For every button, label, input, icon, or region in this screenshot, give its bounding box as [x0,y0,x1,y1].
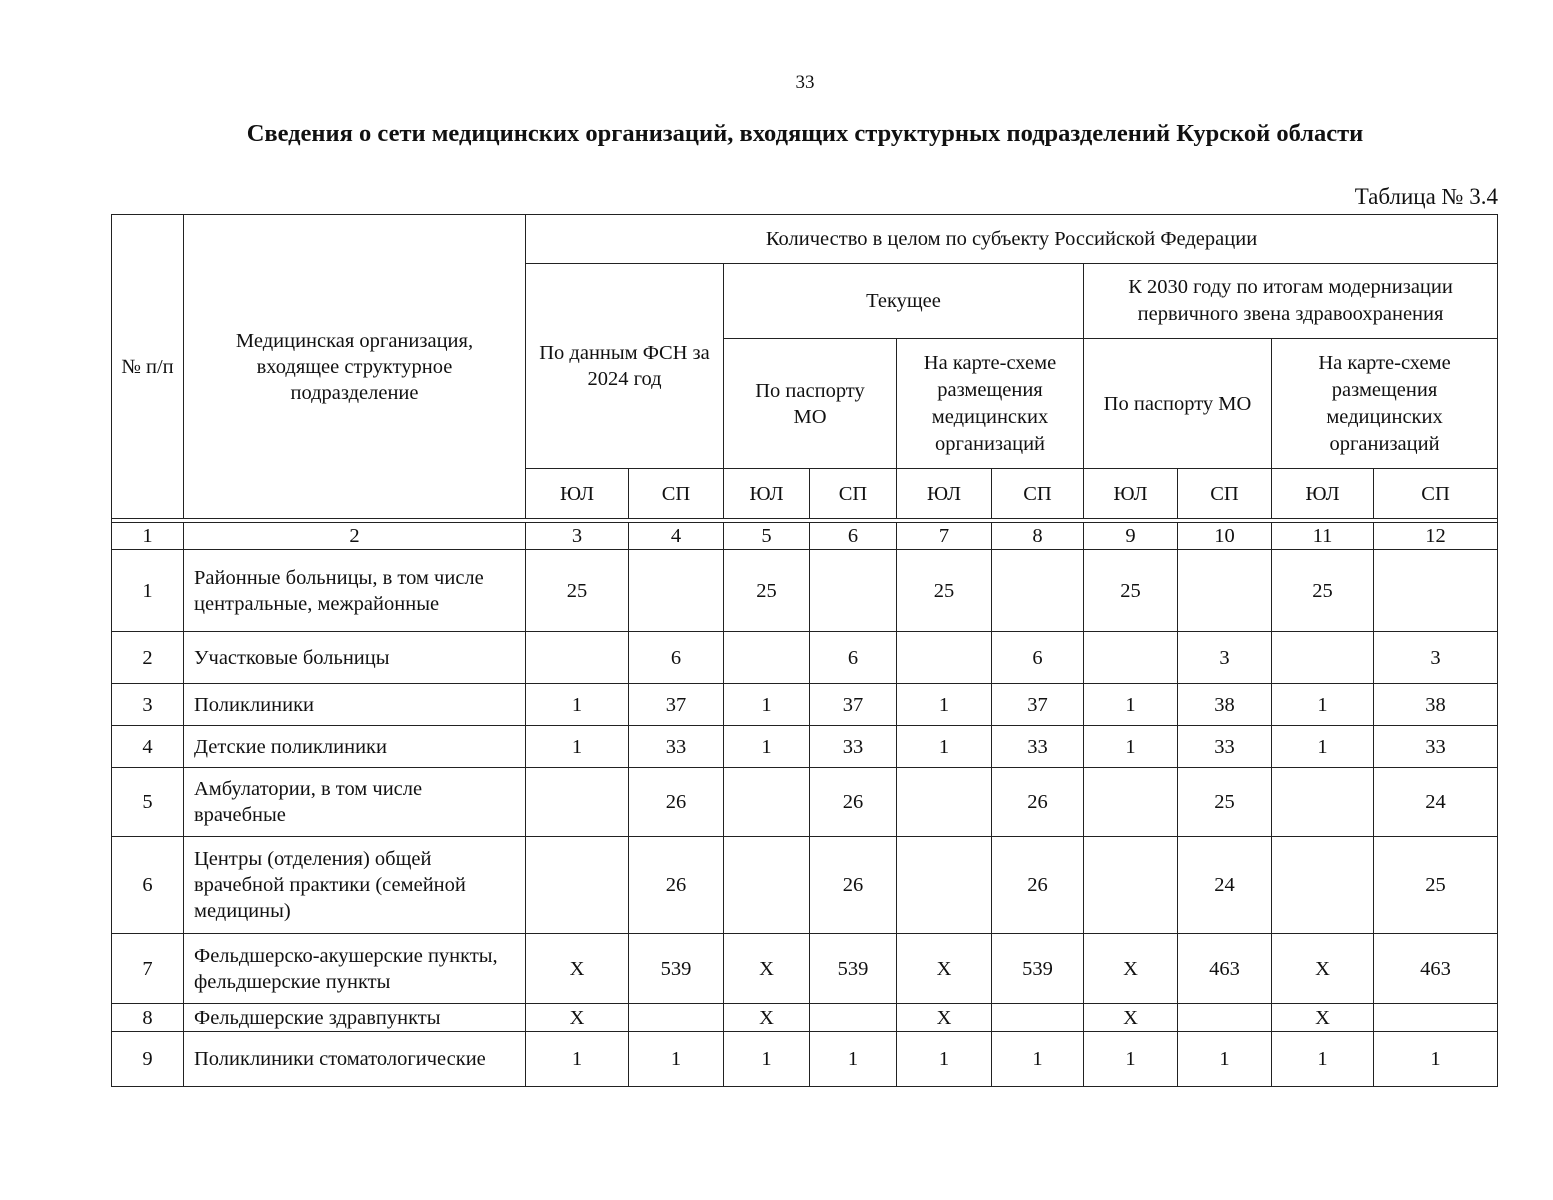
column-number: 2 [184,523,526,550]
row-number: 1 [112,550,184,632]
row-value-cell: 24 [1374,768,1498,837]
table-body [112,550,1498,1087]
header-num [112,215,184,519]
row-organization-name: Фельдшерско-акушерские пункты, фельдшерские пункты [184,934,526,1004]
row-value-cell: 33 [1374,726,1498,768]
medical-organizations-table [111,214,1498,1087]
table-row [112,632,1498,684]
row-organization-name: Районные больницы, в том числе центральные, межрайонные [184,550,526,632]
row-value-cell [526,632,629,684]
table-row [112,1032,1498,1087]
row-number: 7 [112,934,184,1004]
row-value-cell: 25 [1374,837,1498,934]
row-value-cell: 463 [1178,934,1272,1004]
header-fsn-2024: По данным ФСН за 2024 год [526,264,724,469]
row-value-cell: Х [897,1004,992,1032]
row-number: 4 [112,726,184,768]
row-value-cell: 33 [629,726,724,768]
page-number: 33 [795,72,815,93]
column-number: 8 [992,523,1084,550]
header-passport-current: По паспорту МО [724,339,897,469]
row-value-cell [724,768,810,837]
header-yul: ЮЛ [724,469,810,519]
row-number: 2 [112,632,184,684]
header-sp: СП [1178,469,1272,519]
column-number: 1 [112,523,184,550]
row-value-cell: 25 [897,550,992,632]
row-value-cell: 26 [629,768,724,837]
table-row [112,934,1498,1004]
row-value-cell: 33 [992,726,1084,768]
table-label: Таблица № 3.4 [1354,184,1498,209]
row-value-cell: Х [1084,934,1178,1004]
row-value-cell: Х [1084,1004,1178,1032]
column-number: 9 [1084,523,1178,550]
column-numbers-row [112,523,1498,550]
row-organization-name: Фельдшерские здравпункты [184,1004,526,1032]
row-value-cell [629,1004,724,1032]
row-value-cell [1084,632,1178,684]
row-value-cell: 1 [724,1032,810,1087]
row-value-cell: 1 [724,726,810,768]
row-organization-name: Амбулатории, в том числе врачебные [184,768,526,837]
row-number: 9 [112,1032,184,1087]
row-value-cell: 37 [629,684,724,726]
row-value-cell [1272,837,1374,934]
table-row [112,726,1498,768]
row-value-cell: 25 [526,550,629,632]
header-organization-text: Медицинская организация, входящее структурное подразделение [235,329,474,404]
table-row [112,550,1498,632]
row-value-cell: Х [526,934,629,1004]
row-value-cell [724,632,810,684]
row-value-cell: Х [724,1004,810,1032]
header-total: Количество в целом по субъекту Российской Федерации [526,215,1498,264]
table-row [112,837,1498,934]
row-value-cell [897,768,992,837]
row-value-cell: 33 [810,726,897,768]
row-value-cell: 1 [1084,1032,1178,1087]
header-num-text: № п/п [121,355,174,378]
table-row [112,768,1498,837]
row-value-cell: 1 [897,684,992,726]
row-value-cell [992,550,1084,632]
header-yul: ЮЛ [1272,469,1374,519]
row-value-cell: Х [897,934,992,1004]
row-value-cell: 3 [1178,632,1272,684]
row-number: 8 [112,1004,184,1032]
header-current: Текущее [724,264,1084,339]
row-value-cell [1178,550,1272,632]
row-value-cell [1272,632,1374,684]
header-organization [184,215,526,519]
row-value-cell: 1 [1178,1032,1272,1087]
row-value-cell: 26 [810,768,897,837]
row-value-cell: 25 [1178,768,1272,837]
row-value-cell [1178,1004,1272,1032]
row-value-cell: 1 [810,1032,897,1087]
column-number: 12 [1374,523,1498,550]
row-value-cell: 1 [526,726,629,768]
table-row [112,1004,1498,1032]
header-sp: СП [810,469,897,519]
row-value-cell: 1 [1084,726,1178,768]
row-value-cell: 1 [1272,684,1374,726]
document-title: Сведения о сети медицинских организаций, входящих структурных подразделений Курской области [246,120,1364,147]
header-yul: ЮЛ [1084,469,1178,519]
row-organization-name: Поликлиники [184,684,526,726]
row-value-cell: 1 [897,1032,992,1087]
row-value-cell [1084,768,1178,837]
row-value-cell [1374,1004,1498,1032]
header-passport-2030: По паспорту МО [1084,339,1272,469]
row-value-cell: 25 [1084,550,1178,632]
row-value-cell: 1 [724,684,810,726]
row-value-cell [526,768,629,837]
row-value-cell [897,632,992,684]
row-value-cell [897,837,992,934]
row-value-cell: 37 [810,684,897,726]
row-value-cell: Х [1272,1004,1374,1032]
row-value-cell [724,837,810,934]
row-value-cell: Х [724,934,810,1004]
row-value-cell [810,550,897,632]
row-value-cell: 539 [992,934,1084,1004]
row-value-cell [1084,837,1178,934]
row-value-cell: Х [1272,934,1374,1004]
column-number: 11 [1272,523,1374,550]
column-number: 6 [810,523,897,550]
column-number: 7 [897,523,992,550]
row-value-cell: 33 [1178,726,1272,768]
header-2030: К 2030 году по итогам модернизации первичного звена здравоохранения [1084,264,1498,339]
row-value-cell: 37 [992,684,1084,726]
row-value-cell: 6 [629,632,724,684]
row-value-cell: 3 [1374,632,1498,684]
row-value-cell: 26 [992,837,1084,934]
row-value-cell: 26 [810,837,897,934]
row-number: 6 [112,837,184,934]
row-number: 3 [112,684,184,726]
row-value-cell: 6 [992,632,1084,684]
row-value-cell [1272,768,1374,837]
column-number: 10 [1178,523,1272,550]
column-number: 3 [526,523,629,550]
row-value-cell: 26 [992,768,1084,837]
header-yul: ЮЛ [897,469,992,519]
row-value-cell: 38 [1178,684,1272,726]
row-value-cell: 1 [992,1032,1084,1087]
header-yul: ЮЛ [526,469,629,519]
row-organization-name: Центры (отделения) общей врачебной практики (семейной медицины) [184,837,526,934]
row-value-cell: 1 [1272,726,1374,768]
row-value-cell: 539 [810,934,897,1004]
row-value-cell: 1 [629,1032,724,1087]
row-organization-name: Детские поликлиники [184,726,526,768]
table-row [112,684,1498,726]
row-value-cell: 38 [1374,684,1498,726]
header-map-current: На карте-схеме размещения медицинских организаций [897,339,1084,469]
header-sp: СП [1374,469,1498,519]
row-value-cell [1374,550,1498,632]
row-value-cell [992,1004,1084,1032]
column-number: 5 [724,523,810,550]
row-value-cell: Х [526,1004,629,1032]
row-value-cell: 1 [1374,1032,1498,1087]
row-value-cell: 463 [1374,934,1498,1004]
row-organization-name: Поликлиники стоматологические [184,1032,526,1087]
row-value-cell [629,550,724,632]
row-value-cell: 1 [1272,1032,1374,1087]
row-value-cell: 25 [724,550,810,632]
header-sp: СП [629,469,724,519]
row-value-cell: 1 [1084,684,1178,726]
row-value-cell: 26 [629,837,724,934]
row-value-cell: 1 [897,726,992,768]
row-number: 5 [112,768,184,837]
row-value-cell: 1 [526,684,629,726]
row-value-cell: 539 [629,934,724,1004]
row-value-cell: 24 [1178,837,1272,934]
column-number: 4 [629,523,724,550]
row-value-cell: 6 [810,632,897,684]
header-sp: СП [992,469,1084,519]
row-value-cell [526,837,629,934]
row-organization-name: Участковые больницы [184,632,526,684]
row-value-cell: 25 [1272,550,1374,632]
header-map-2030: На карте-схеме размещения медицинских организаций [1272,339,1498,469]
row-value-cell [810,1004,897,1032]
row-value-cell: 1 [526,1032,629,1087]
